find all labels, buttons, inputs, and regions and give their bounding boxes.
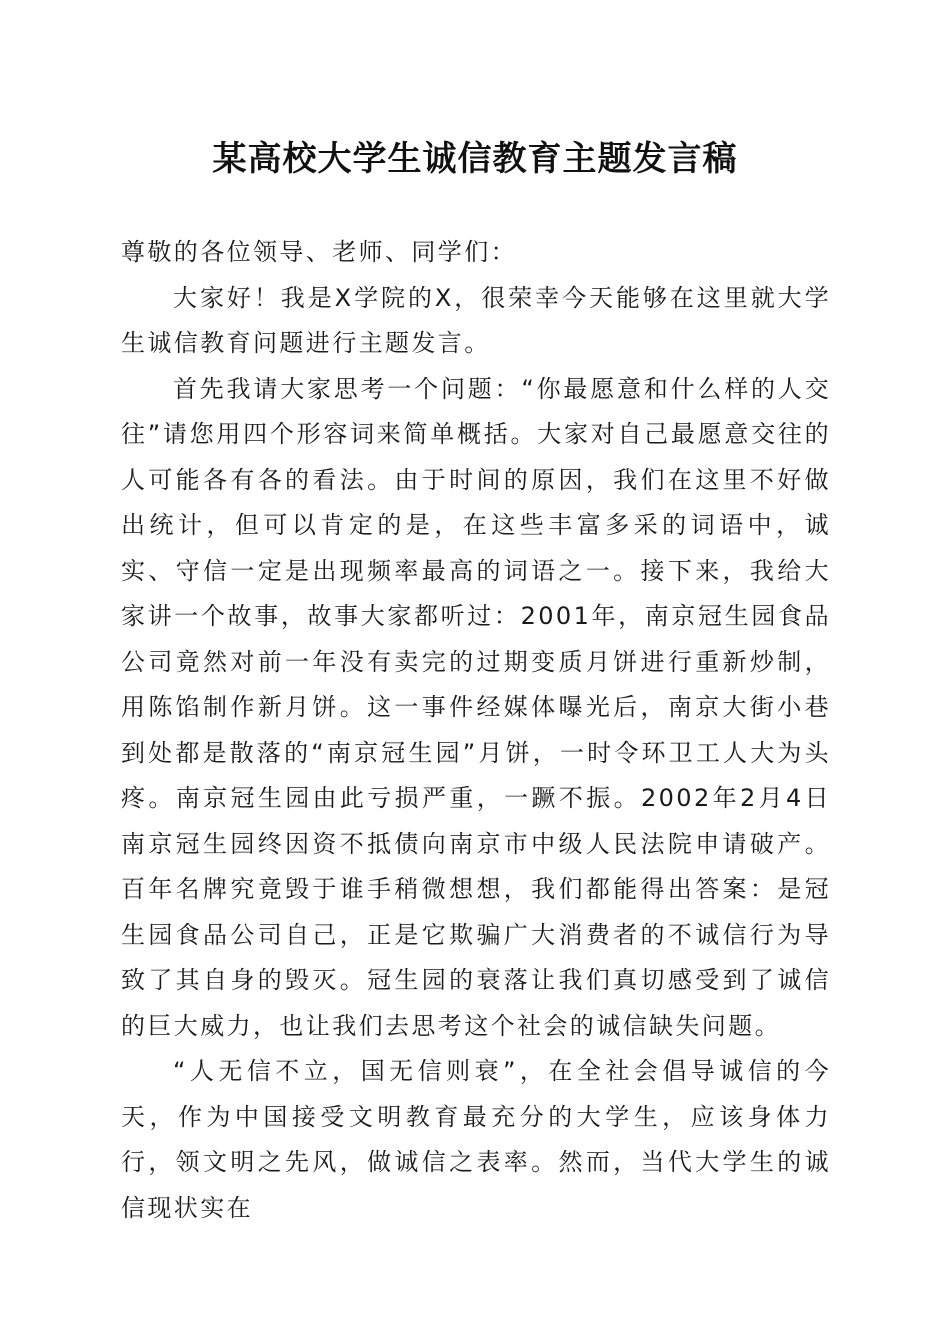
document-body	[121, 230, 831, 1231]
paragraph-greeting: 大家好！我是X学院的X，很荣幸今天能够在这里就大学生诚信教育问题进行主题发言。	[121, 283, 831, 357]
paragraph-story: 首先我请大家思考一个问题：“你最愿意和什么样的人交往”请您用四个形容词来简单概括。大家对自己最愿意交往的人可能各有各的看法。由于时间的原因，我们在这里不好做出统计，但可以肯定的是，在这些丰富多采的词语中，诚实、守信一定是出现频率最高的词语之一。接下来，我给大家讲一个故事，故事大家都听过：2001年，南京冠生园食品公司竟然对前一年没有卖完的过期变质月饼进行重新炒制，用陈馅制作新月饼。这一事件经媒体曝光后，南京大街小巷到处都是散落的“南京冠生园”月饼，一时令环卫工人大为头疼。南京冠生园由此亏损严重，一蹶不振。2002年2月4日南京冠生园终因资不抵债向南京市中级人民法院申请破产。百年名牌究竟毁于谁手稍微想想，我们都能得出答案：是冠生园食品公司自己，正是它欺骗广大消费者的不诚信行为导致了其自身的毁灭。冠生园的衰落让我们真切感受到了诚信的巨大威力，也让我们去思考这个社会的诚信缺失问题。	[121, 374, 831, 1040]
document-title: 某高校大学生诚信教育主题发言稿	[212, 139, 738, 179]
paragraph-integrity: “人无信不立，国无信则衰”，在全社会倡导诚信的今天，作为中国接受文明教育最充分的大学生，应该身体力行，领文明之先风，做诚信之表率。然而，当代大学生的诚信现状实在	[121, 1057, 831, 1222]
salutation: 尊敬的各位领导、老师、同学们：	[121, 238, 517, 266]
